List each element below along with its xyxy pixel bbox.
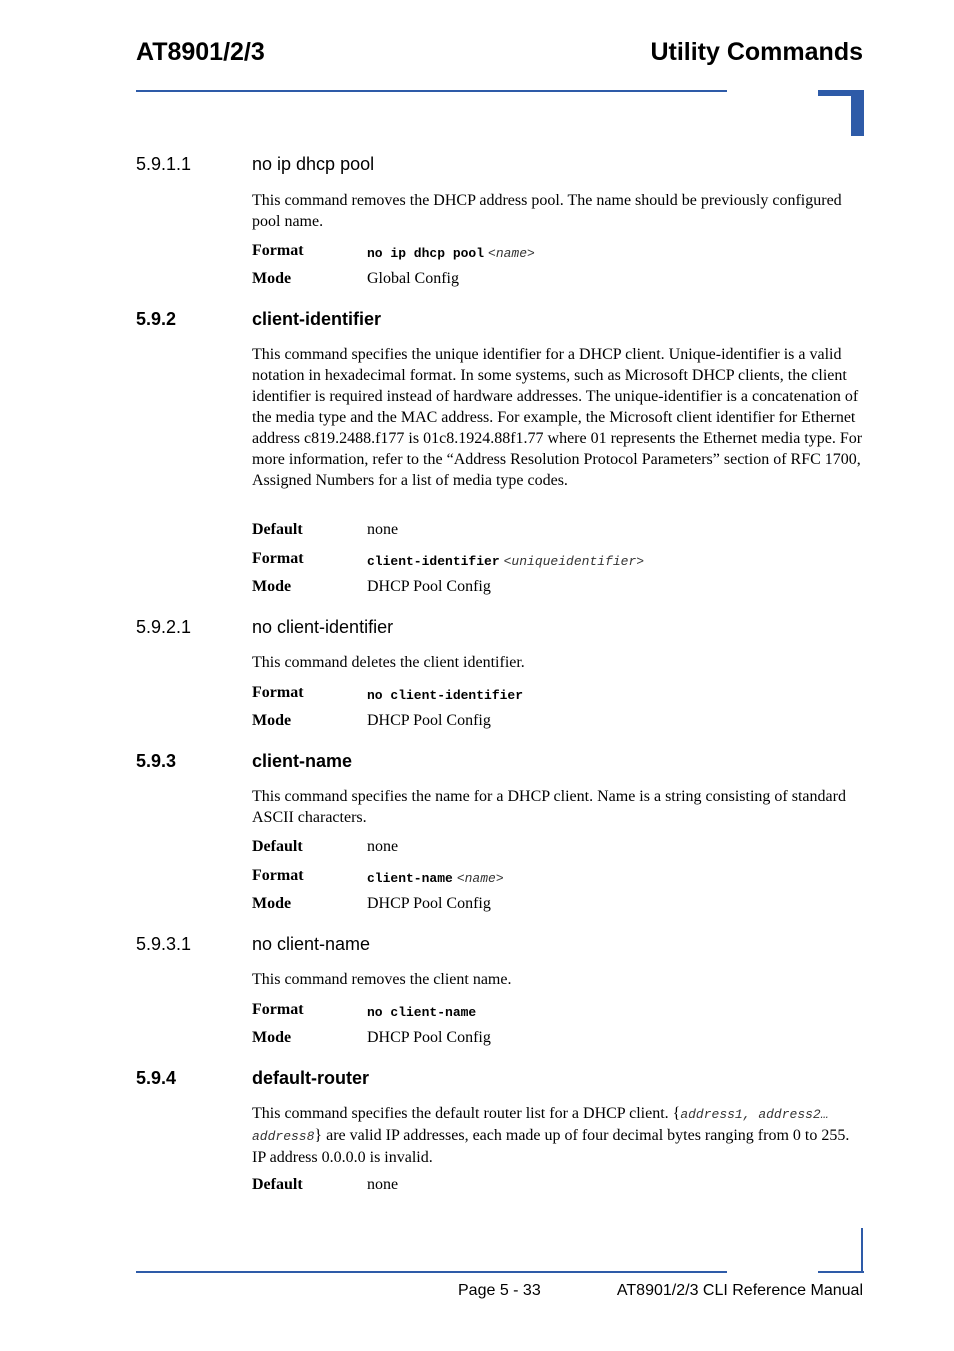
mode-label: Mode — [252, 895, 292, 912]
command-argument: <name> — [456, 871, 504, 886]
mode-label: Mode — [252, 270, 292, 287]
corner-mark-bottom-side — [861, 1228, 863, 1272]
header-rule — [136, 90, 727, 92]
format-label: Format — [252, 242, 304, 259]
section-title: client-identifier — [252, 309, 382, 329]
section-description: This command removes the DHCP address pool. The name should be previously configured pool name. — [252, 192, 842, 230]
command-argument: <name> — [488, 246, 535, 261]
default-label: Default — [252, 1176, 303, 1193]
command-syntax: no client-identifier — [367, 688, 524, 703]
corner-mark-top-side — [851, 90, 864, 136]
section-description: This command specifies the unique identifier for a DHCP client. Unique-identifier is a valid notation in hexadecimal format. In some systems, such as Microsoft DHCP clients, the client identifier is required instead of hardware addresses. The unique-identifier is a concatenation of the media type and the MAC address. For example, the Microsoft client identifier for Ethernet address c819.2488.f177 is 01c8.1924.88f1.77 where 01 represents the Ethernet media type. For more information, refer to the “Address Resolution Protocol Parameters” section of RFC 1700, Assigned Numbers for a list of media type codes. — [252, 346, 863, 489]
format-label: Format — [252, 1001, 304, 1018]
format-value — [367, 686, 523, 704]
description-text-end: } are valid IP addresses, each made up of four decimal bytes ranging from 0 to 255. IP address 0.0.0.0 is invalid. — [252, 1127, 850, 1166]
format-label: Format — [252, 684, 304, 701]
section-title: no client-identifier — [252, 617, 394, 637]
mode-label: Mode — [252, 1029, 292, 1046]
default-value: none — [367, 521, 399, 538]
command-syntax: no ip dhcp pool — [367, 246, 485, 261]
default-value: none — [367, 838, 399, 855]
command-syntax: client-identifier — [367, 554, 500, 569]
format-label: Format — [252, 550, 304, 567]
command-syntax: client-name — [367, 871, 453, 886]
command-syntax: no client-name — [367, 1005, 477, 1020]
section-title: default-router — [252, 1068, 369, 1088]
command-argument: <uniqueidentifier> — [503, 554, 645, 569]
section-number: 5.9.3 — [136, 751, 177, 771]
section-number: 5.9.1.1 — [136, 154, 192, 174]
default-label: Default — [252, 838, 303, 855]
corner-mark-bottom-bar — [818, 1271, 864, 1273]
mode-label: Mode — [252, 578, 292, 595]
footer-page-number: Page 5 - 33 — [458, 1282, 541, 1299]
format-value — [367, 552, 644, 570]
footer-rule — [136, 1271, 727, 1273]
section-description: This command removes the client name. — [252, 971, 512, 988]
mode-label: Mode — [252, 712, 292, 729]
format-value — [367, 1003, 476, 1021]
section-number: 5.9.3.1 — [136, 934, 192, 954]
mode-value: DHCP Pool Config — [367, 1029, 491, 1046]
section-number: 5.9.4 — [136, 1068, 177, 1088]
format-value — [367, 244, 535, 262]
section-number: 5.9.2.1 — [136, 617, 192, 637]
format-value — [367, 869, 504, 887]
section-description: This command specifies the name for a DHCP client. Name is a string consisting of standard ASCII characters. — [252, 788, 846, 826]
default-label: Default — [252, 521, 303, 538]
description-text-start: This command specifies the default router list for a DHCP client. { — [252, 1105, 681, 1122]
mode-value: DHCP Pool Config — [367, 895, 491, 912]
section-description: This command deletes the client identifier. — [252, 654, 525, 671]
address-list-code: address1, address2… address8 — [252, 1107, 829, 1144]
default-value: none — [367, 1176, 399, 1193]
section-number: 5.9.2 — [136, 309, 177, 329]
footer-manual-title: AT8901/2/3 CLI Reference Manual — [616, 1282, 863, 1299]
section-title: no client-name — [252, 934, 371, 954]
mode-value: DHCP Pool Config — [367, 578, 491, 595]
section-description — [252, 1103, 864, 1168]
header-chapter-title: Utility Commands — [650, 38, 863, 66]
section-title: no ip dhcp pool — [252, 154, 375, 174]
format-label: Format — [252, 867, 304, 884]
mode-value: Global Config — [367, 270, 459, 287]
header-doc-title: AT8901/2/3 — [136, 38, 265, 66]
section-title: client-name — [252, 751, 353, 771]
mode-value: DHCP Pool Config — [367, 712, 491, 729]
